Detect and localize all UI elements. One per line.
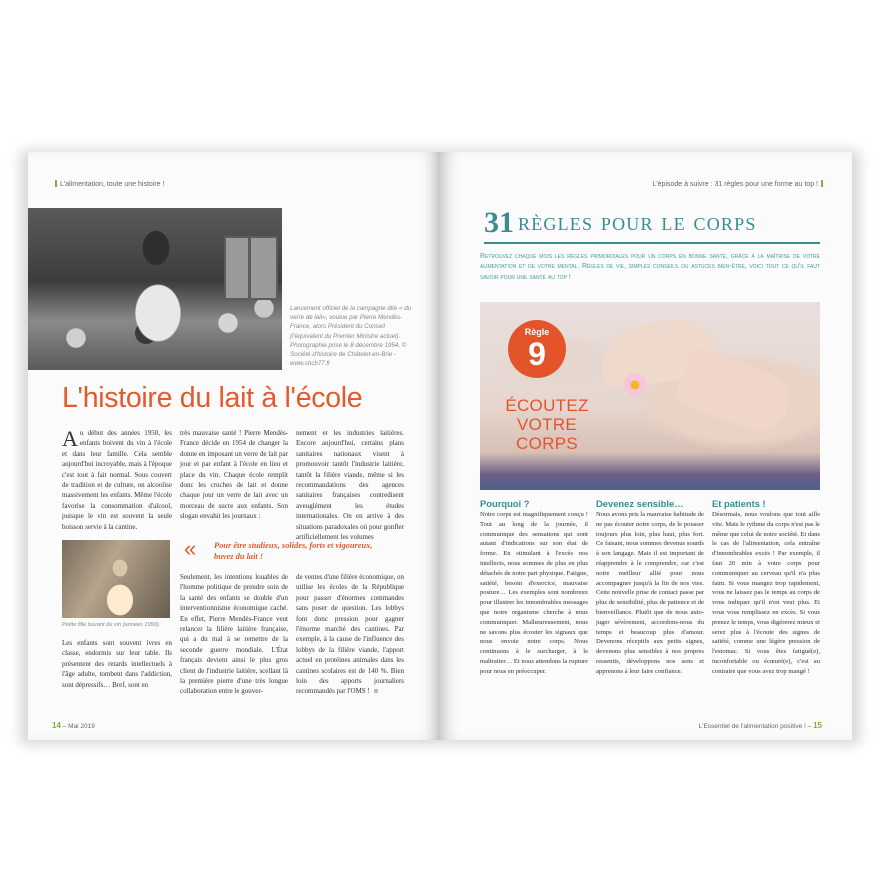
girl-drinking-wine-photo — [62, 540, 170, 618]
right-page — [440, 152, 852, 740]
right-page-number: 15 — [813, 721, 822, 730]
school-milk-photo — [28, 208, 282, 370]
section-text-1: Notre corps est magnifiquement conçu ! Tout au long de la journée, il communique des sensations qui sont autant d'indications sur son état de forme. En stimulant à l'excès nos intellects, nous sommes de plus en plus détachés de notre part physique. Fatigue, satiété, besoin d'exercice, mauvaise posture… Les exemples sont nombreux pour illustrer les innombrables messages que notre organisme cherche à nous communiquer. Malheureusement, nous ne savons plus écouter les signaux que nous envoie notre corps. Nous continuons à le surcharger, à le maltraiter… Et nous attendons la rupture pour nous en préoccuper. — [480, 511, 588, 675]
col3-bottom-text: de ventes d'une filière économique, on utilise les écoles de la République pour passer d'énormes commandes sans poser de question. Les lobbys font donc pression pour gagner l'énorme marché des cantines. Par exemple, à la cause de l'influence des lobbys de la filière viande, l'apport actuel en protéines animales dans les cantines scolaires est de 140 %. Bien loin des apports journaliers recommandés par l'OMS ! — [296, 573, 404, 696]
running-head-marker — [55, 180, 57, 187]
left-col3-top: nement et les industries laitières. Encore aujourd'hui, certains plans sanitaires nationaux visent à promouvoir tantôt l'industrie laitière, tantôt la filière viande, même si les recommandations des agences sanitaires françaises contredisent aveuglément les études internationales. On en arrive à des situations paradoxales où pour gonfler artificiellement les volumes — [296, 429, 404, 542]
right-folio-text: L'Essentiel de l'alimentation positive ! – — [698, 723, 812, 730]
series-title — [484, 206, 757, 240]
left-page-number: 14 — [52, 721, 61, 730]
right-folio — [699, 721, 822, 730]
pull-quote-text: Pour être studieux, solides, forts et vigoureux, buvez du lait ! — [214, 541, 373, 561]
section-text-3: Désormais, nous voulons que tout aille vite. Mais le rythme du corps n'est pas le même que celui de notre société. Et dans le cas de l'alimentation, cela entraîne d'innombrables excès ! Par exemple, il faut 20 min à votre corps pour communiquer au cerveau qu'il n'a plus faim. Si vous mangez trop rapidement, vous ne laissez pas le temps au corps de vous indiquer qu'il n'en veut plus. Et vous vous remplissez en excès. Si vous prenez le temps, vous digérerez mieux et serez plus à l'écoute des signes de satiété, comme une légère pression de l'estomac. Si vous êtes fatigué(e), inconfortable ou écœuré(e), c'est au contraire que vous avez trop mangé ! — [712, 511, 820, 675]
left-col2-bottom: Seulement, les intentions louables de l'homme politique de prendre soin de la santé des enfants se double d'un interventionnisme économique caché. En effet, Pierre Mendès-France veut relancer la filière laitière française, qui a du mal à se remettre de la seconde guerre mondiale. L'État français devient ainsi le plus gros client de l'industrie laitière, scellant là la première pierre d'une très longue collaboration entre le gouver- — [180, 573, 288, 696]
running-head-marker — [821, 180, 823, 187]
right-running-head — [652, 180, 826, 188]
left-page — [28, 152, 440, 740]
left-col3-bottom — [296, 572, 404, 697]
title-number: 31 — [484, 206, 514, 239]
quote-mark: « — [184, 536, 197, 561]
hero-line-1: ÉCOUTEZ — [505, 396, 589, 415]
left-folio — [52, 721, 95, 730]
photo-caption: Lancement officiel de la campagne dite « du verre de lait», voulue par Pierre Mendès-France, alors Président du Conseil (l'équivalent du Premier Ministre actuel). Photographie prise le 8 décembre 1954. © Société d'histoire de Châtelet-en-Brie - www.shcb77.fr — [290, 305, 412, 368]
section-heading-3: Et patients ! — [712, 498, 766, 509]
hero-image — [480, 302, 820, 490]
left-running-head — [52, 180, 164, 188]
rule-badge — [508, 320, 566, 378]
end-mark — [374, 689, 378, 693]
title-rule — [484, 242, 820, 244]
hero-line-2: VOTRE — [516, 415, 578, 434]
drop-cap: A — [62, 426, 78, 451]
title-text: règles pour le corps — [518, 207, 757, 236]
left-col1-bottom: Les enfants sont souvent ivres en classe, endormis sur leur table. Ils présentent des retards intellectuels à l'âge adulte, tombent dans l'addiction, sont dépressifs… Bref, sont en — [62, 639, 172, 689]
hand-shape — [673, 345, 797, 439]
left-col1-top — [62, 428, 172, 532]
left-folio-text: – Mai 2019 — [62, 723, 95, 730]
left-running-head-text: L'alimentation, toute une histoire ! — [60, 181, 165, 188]
col1-top-text: u début des années 1950, les enfants boivent du vin à l'école et dans leur famille. Cela semble aujourd'hui incroyable, mais à l'époque c'est tout à fait normal. Sous couvert de tradition et de culture, on alcoolise massivement les enfants. Même l'école favorise la consommation d'alcool, puisque le vin est souvent la seule boisson servie à la cantine. — [62, 429, 172, 531]
right-running-head-text: L'épisode à suivre : 31 règles pour une forme au top ! — [652, 181, 818, 188]
hero-line-3: CORPS — [516, 434, 578, 453]
left-col2-top: très mauvaise santé ! Pierre Mendès-France décide en 1954 de changer la donne en imposant un verre de lait par jour et par enfant à l'école en lieu et place du vin. Chaque école remplit donc les cruches de lait et donne chaque jour un verre de lait avec un morceau de sucre aux enfants. Son slogan envahit les journaux : — [180, 429, 288, 521]
badge-number: 9 — [528, 336, 546, 372]
article-headline: L'histoire du lait à l'école — [62, 382, 363, 414]
series-intro: Retrouvez chaque mois les règles primordiales pour un corps en bonne santé, grâce à la maîtrise de votre alimentation et de votre mental. Règles de vie, simples conseils ou astuces bien-être, voici tout ce qu'il faut savoir pour une santé au top ! — [480, 253, 820, 281]
hero-headline — [492, 396, 602, 453]
section-text-2: Nous avons pris la mauvaise habitude de ne pas écouter notre corps, de le pousser toujours plus loin, plus haut, plus fort. Ce faisant, nous sommes devenus sourds à son langage. Mais il est important de réapprendre à le comprendre, car c'est notre meilleur allié pour nous accompagner jusqu'à la fin de nos vies. Cette nouvelle prise de contact passe par plus de sensibilité, plus de patience et de bienveillance. Plutôt que de nous auto-juger sévèrement, accordons-nous du temps et beaucoup plus d'amour. Devenons réceptifs aux petits signes, devenons plus sensibles à nos propres ressentis, développons nos sens et apprenons à leur faire confiance. — [596, 511, 704, 675]
section-heading-2: Devenez sensible… — [596, 498, 684, 509]
photo-window — [224, 236, 278, 300]
badge-label: Règle — [524, 327, 550, 337]
small-photo-caption: Petite fille buvant du vin (années 1950). — [62, 622, 161, 628]
section-heading-1: Pourquoi ? — [480, 498, 530, 509]
daisy-icon — [622, 372, 648, 398]
